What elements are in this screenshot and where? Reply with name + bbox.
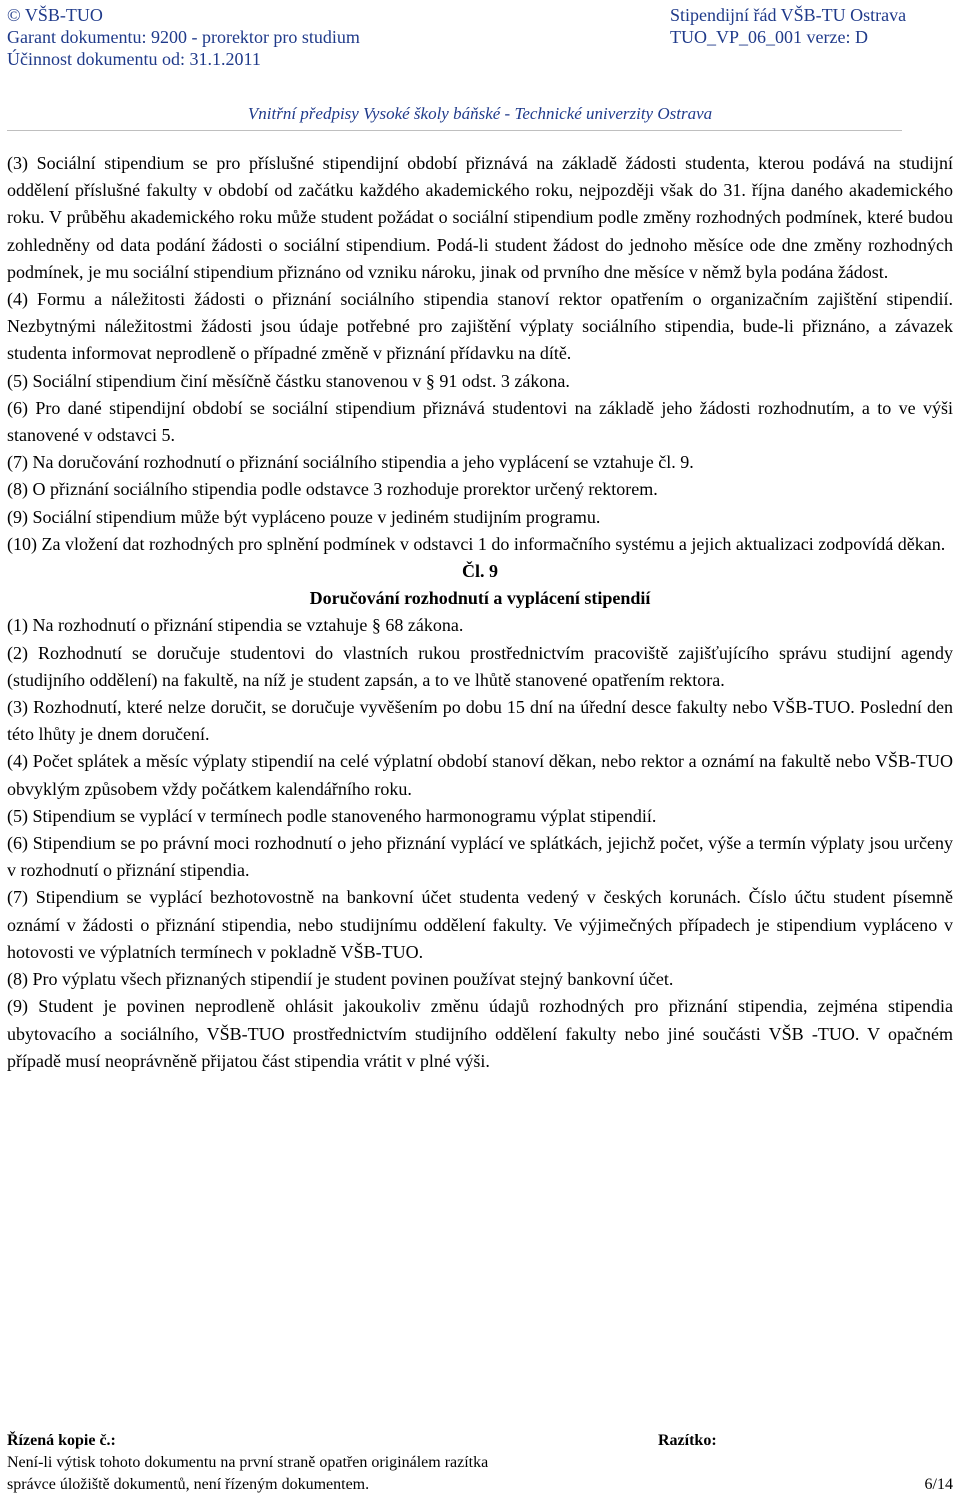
article9-paragraph-1: (1) Na rozhodnutí o přiznání stipendia se vztahuje § 68 zákona.: [7, 615, 464, 636]
paragraph-3: (3) Sociální stipendium se pro příslušné stipendijní období přiznává na základě žádosti studenta, kterou podává na studijní oddělení příslušné fakulty v období od začátku každého akademického roku, nejpozději však do 31. října daného akademického roku. V průběhu akademického roku může student požádat o sociální stipendium podle změny rozhodných podmínek, které budou zohledněny od data podání žádosti o sociální stipendium. Podá-li student žádost do jednoho měsíce ode dne změny rozhodných podmínek, je mu sociální stipendium přiznáno od vzniku nároku, jinak od prvního dne měsíce v němž byla podána žádost.: [7, 153, 953, 282]
header-divider: [7, 130, 902, 131]
paragraph-7: (7) Na doručování rozhodnutí o přiznání sociálního stipendia a jeho vyplácení se vztahuje čl. 9.: [7, 452, 694, 473]
article9-paragraph-6: (6) Stipendium se po právní moci rozhodnutí o jeho přiznání vyplácí ve splátkách, jejichž počet, výše a termín výplaty jsou určeny v rozhodnutí o přiznání stipendia.: [7, 833, 953, 881]
article-title: Doručování rozhodnutí a vyplácení stipendií: [309, 588, 651, 609]
header-effective-date: Účinnost dokumentu od: 31.1.2011: [7, 49, 261, 69]
footer-controlled-copy-label: Řízená kopie č.:: [7, 1432, 116, 1449]
paragraph-9: (9) Sociální stipendium může být vypláceno pouze v jediném studijním programu.: [7, 506, 601, 527]
article9-paragraph-7: (7) Stipendium se vyplácí bezhotovostně na bankovní účet studenta vedený v českých korunách. Číslo účtu student písemně oznámí v žádosti o přiznání stipendia, nebo studijnímu oddělení fakulty. Ve výjimečných případech je stipendium vypláceno v hotovosti ve výplatních termínech v pokladně VŠB-TUO.: [7, 887, 953, 962]
footer-note-line1: Není-li výtisk tohoto dokumentu na první straně opatřen originálem razítka: [7, 1454, 489, 1471]
paragraph-4: (4) Formu a náležitosti žádosti o přiznání sociálního stipendia stanoví rektor opatřením o organizačním zajištění stipendií. Nezbytnými náležitostmi žádosti jsou údaje potřebné pro zajištění výplaty sociálního stipendia, bude-li přiznáno, a závazek studenta informovat neprodleně o případné změně v přiznání přídavku na dítě.: [7, 289, 953, 364]
footer-page-number: 6/14: [924, 1476, 953, 1493]
paragraph-6: (6) Pro dané stipendijní období se sociální stipendium přiznává studentovi na základě jeho žádosti rozhodnutím, a to ve výši stanovené v odstavci 5.: [7, 397, 953, 446]
header-guarantor: Garant dokumentu: 9200 - prorektor pro studium: [7, 27, 360, 47]
header-document-code: TUO_VP_06_001 verze: D: [670, 27, 868, 47]
paragraph-10: (10) Za vložení dat rozhodných pro splnění podmínek v odstavci 1 do informačního systému a jejich aktualizaci zodpovídá děkan.: [7, 533, 946, 554]
article-number: Čl. 9: [462, 561, 498, 582]
header-subtitle: Vnitřní předpisy Vysoké školy báňské - Technické univerzity Ostrava: [247, 104, 713, 123]
paragraph-8: (8) O přiznání sociálního stipendia podle odstavce 3 rozhoduje prorektor určený rektorem.: [7, 479, 658, 500]
footer-stamp-label: Razítko:: [658, 1432, 717, 1449]
article9-paragraph-4: (4) Počet splátek a měsíc výplaty stipendií na celé výplatní období stanoví děkan, nebo rektor a oznámí na fakultě nebo VŠB-TUO obvyklým způsobem vždy počátkem kalendářního roku.: [7, 751, 953, 799]
footer-note-line2: správce úložiště dokumentů, není řízeným dokumentem.: [7, 1476, 370, 1493]
article9-paragraph-8: (8) Pro výplatu všech přiznaných stipendií je student povinen používat stejný bankovní účet.: [7, 969, 674, 990]
header-document-title: Stipendijní řád VŠB-TU Ostrava: [670, 5, 907, 25]
article9-paragraph-5: (5) Stipendium se vyplácí v termínech podle stanoveného harmonogramu výplat stipendií.: [7, 805, 657, 826]
page-footer: [7, 1430, 953, 1496]
document-body: [7, 150, 953, 1075]
article9-paragraph-9: (9) Student je povinen neprodleně ohlásit jakoukoliv změnu údajů rozhodných pro přiznání stipendia, zejména stipendia ubytovacího a sociálního, VŠB-TUO prostřednictvím studijního oddělení fakulty nebo jiné součásti VŠB -TUO. V opačném případě musí neoprávněně přijatou část stipendia vrátit v plné výši.: [7, 996, 953, 1071]
article9-paragraph-3: (3) Rozhodnutí, které nelze doručit, se doručuje vyvěšením po dobu 15 dní na úřední desce fakulty nebo VŠB-TUO. Poslední den této lhůty je dnem doručení.: [7, 697, 953, 745]
page-header: [7, 4, 953, 70]
header-copyright: © VŠB-TUO: [7, 5, 103, 25]
article9-paragraph-2: (2) Rozhodnutí se doručuje studentovi do vlastních rukou prostřednictvím pracoviště zajišťujícího správu studijní agendy (studijního oddělení) na fakultě, na níž je student zapsán, a to ve lhůtě stanovené opatřením rektora.: [7, 642, 953, 690]
paragraph-5: (5) Sociální stipendium činí měsíčně částku stanovenou v § 91 odst. 3 zákona.: [7, 370, 570, 391]
